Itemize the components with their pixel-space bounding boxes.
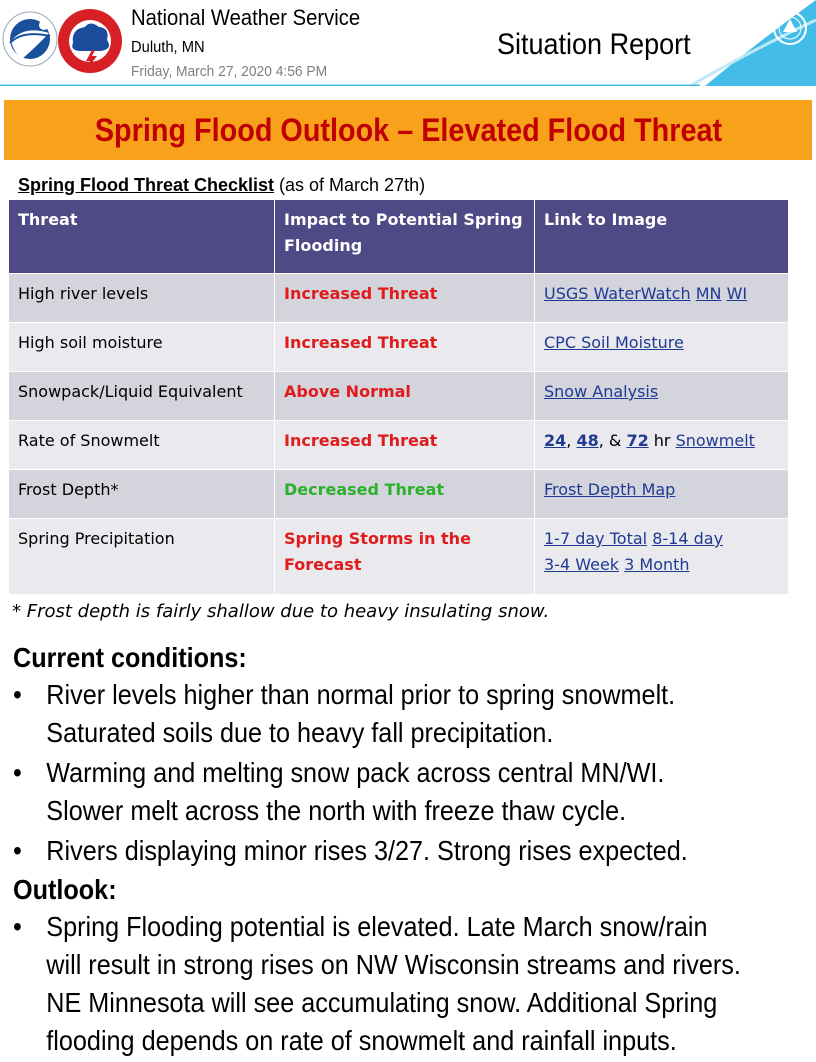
- col-header-impact: Impact to Potential Spring Flooding: [275, 200, 535, 274]
- checklist-title: [18, 175, 425, 196]
- table-header-row: [9, 200, 789, 274]
- bullet-line: will result in strong rises on NW Wisconsin streams and rivers.: [46, 949, 741, 980]
- outlook-heading: Outlook:: [13, 874, 117, 905]
- threat-cell: High soil moisture: [9, 323, 275, 372]
- precip-3-4-week-link[interactable]: 3-4 Week: [544, 555, 620, 574]
- list-item: [13, 754, 733, 830]
- header-swoosh: [0, 0, 816, 86]
- col-header-threat: Threat: [9, 200, 275, 274]
- snowmelt-24hr-link[interactable]: 24: [544, 431, 567, 450]
- link-separator: ,: [566, 431, 577, 450]
- banner-title: Spring Flood Outlook – Elevated Flood Threat: [94, 111, 722, 148]
- table-row: [9, 372, 789, 421]
- impact-cell: Increased Threat: [275, 421, 535, 470]
- precip-8-14-day-link[interactable]: 8-14 day: [652, 529, 724, 548]
- mn-link[interactable]: MN: [695, 284, 722, 303]
- usgs-waterwatch-link[interactable]: USGS WaterWatch: [544, 284, 691, 303]
- bullet-line: Slower melt across the north with freeze thaw cycle.: [46, 795, 627, 826]
- precip-3-month-link[interactable]: 3 Month: [624, 555, 690, 574]
- snowmelt-link[interactable]: Snowmelt: [675, 431, 755, 450]
- threat-cell: Rate of Snowmelt: [9, 421, 275, 470]
- impact-cell: Above Normal: [275, 372, 535, 421]
- table-row: [9, 470, 789, 519]
- threat-cell: High river levels: [9, 274, 275, 323]
- conditions-section: [13, 640, 813, 1062]
- cpc-soil-moisture-link[interactable]: CPC Soil Moisture: [544, 333, 684, 352]
- bullet-line: flooding depends on rate of snowmelt and rainfall inputs.: [46, 1025, 677, 1056]
- current-conditions-heading: Current conditions:: [13, 642, 247, 673]
- threat-cell: Frost Depth*: [9, 470, 275, 519]
- bullet-icon: •: [13, 757, 22, 788]
- link-separator: , &: [598, 431, 627, 450]
- checklist-title-main: Spring Flood Threat Checklist: [18, 175, 275, 195]
- report-type: Situation Report: [497, 28, 691, 61]
- bullet-line: NE Minnesota will see accumulating snow. Additional Spring: [46, 987, 718, 1018]
- impact-cell: Increased Threat: [275, 274, 535, 323]
- impact-cell: Increased Threat: [275, 323, 535, 372]
- report-datetime: Friday, March 27, 2020 4:56 PM: [131, 63, 328, 80]
- threat-cell: Snowpack/Liquid Equivalent: [9, 372, 275, 421]
- bullet-icon: •: [13, 679, 22, 710]
- office-location: Duluth, MN: [131, 39, 205, 56]
- link-cell: [535, 372, 789, 421]
- table-row: [9, 323, 789, 372]
- link-cell: [535, 470, 789, 519]
- bullet-line: Rivers displaying minor rises 3/27. Strong rises expected.: [46, 835, 688, 866]
- link-cell: [535, 519, 789, 595]
- checklist-title-date: (as of March 27th): [274, 175, 426, 195]
- link-cell: [535, 323, 789, 372]
- title-banner: [4, 100, 812, 160]
- doc-seal-icon: [772, 10, 808, 46]
- bullet-line: Warming and melting snow pack across central MN/WI.: [46, 757, 665, 788]
- threat-checklist-table: [8, 199, 789, 595]
- hr-text: hr: [648, 431, 676, 450]
- list-item: [13, 908, 741, 1060]
- link-cell: [535, 274, 789, 323]
- report-header: [0, 0, 816, 86]
- link-cell: [535, 421, 789, 470]
- impact-cell: Decreased Threat: [275, 470, 535, 519]
- snowmelt-72hr-link[interactable]: 72: [626, 431, 649, 450]
- wi-link[interactable]: WI: [726, 284, 748, 303]
- bullet-line: River levels higher than normal prior to spring snowmelt.: [46, 679, 676, 710]
- impact-cell: Spring Storms in the Forecast: [275, 519, 535, 595]
- table-row: [9, 274, 789, 323]
- table-row: [9, 519, 789, 595]
- snowmelt-48hr-link[interactable]: 48: [576, 431, 599, 450]
- col-header-link: Link to Image: [535, 200, 789, 274]
- precip-1-7-day-link[interactable]: 1-7 day Total: [544, 529, 648, 548]
- frost-footnote: * Frost depth is fairly shallow due to heavy insulating snow.: [12, 601, 550, 622]
- bullet-line: Spring Flooding potential is elevated. Late March snow/rain: [46, 911, 708, 942]
- list-item: [13, 832, 733, 870]
- table-row: [9, 421, 789, 470]
- list-item: [13, 676, 733, 752]
- bullet-icon: •: [13, 835, 22, 866]
- bullet-line: Saturated soils due to heavy fall precipitation.: [46, 717, 554, 748]
- snow-analysis-link[interactable]: Snow Analysis: [544, 382, 659, 401]
- bullet-icon: •: [13, 911, 22, 942]
- org-name: National Weather Service: [131, 5, 361, 30]
- frost-depth-map-link[interactable]: Frost Depth Map: [544, 480, 676, 499]
- threat-cell: Spring Precipitation: [9, 519, 275, 595]
